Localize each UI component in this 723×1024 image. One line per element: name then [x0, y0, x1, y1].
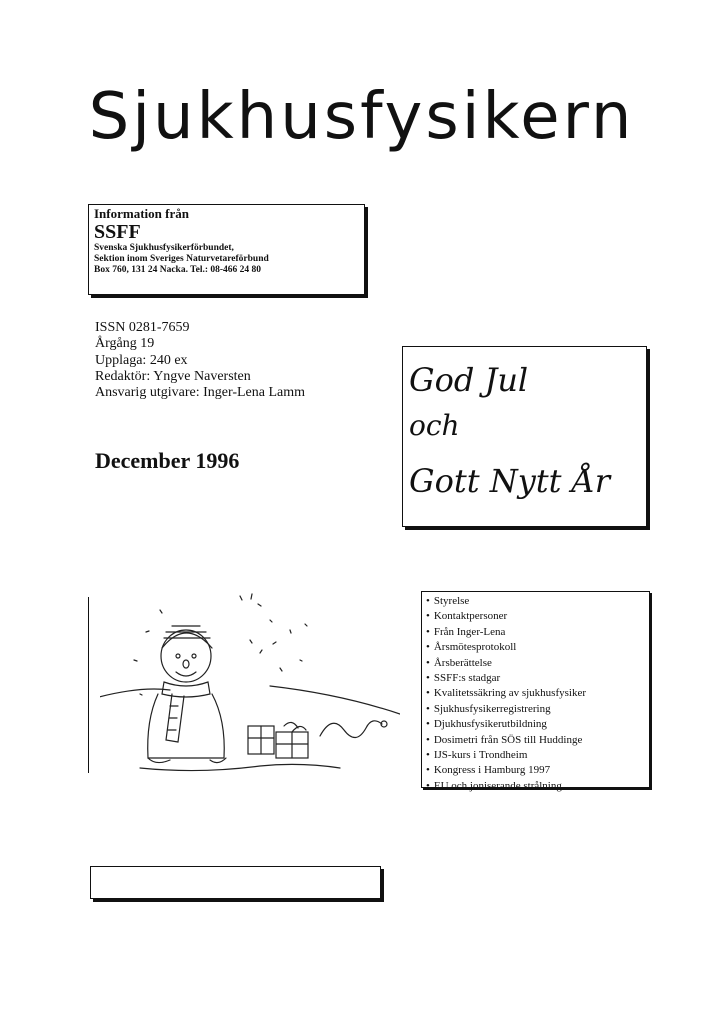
info-heading: Information från: [94, 206, 189, 221]
info-line: Sektion inom Sveriges Naturvetareförbund: [94, 253, 269, 264]
list-item: • Från Inger-Lena: [426, 625, 649, 640]
info-line: Svenska Sjukhusfysikerförbundet,: [94, 242, 234, 253]
list-item: • EU och joniserande strålning: [426, 779, 649, 794]
greeting-line: Gott Nytt År: [409, 462, 611, 500]
list-item: • IJS-kurs i Trondheim: [426, 748, 649, 763]
list-item: • Styrelse: [426, 594, 649, 609]
empty-bottom-box: [90, 866, 381, 899]
contents-list: [421, 591, 650, 792]
list-item: • Årsberättelse: [426, 656, 649, 671]
issue-date: December 1996: [95, 448, 240, 473]
editor: Redaktör: Yngve Naversten: [95, 368, 251, 384]
publication-meta: [95, 320, 305, 401]
left-rule: [88, 597, 89, 773]
issn: ISSN 0281-7659: [95, 320, 190, 335]
print-run: Upplaga: 240 ex: [95, 352, 188, 368]
masthead-title: Sjukhusfysikern: [88, 80, 635, 154]
info-box: [88, 204, 365, 295]
greeting-line: och: [409, 409, 460, 442]
list-item: • Sjukhusfysikerregistrering: [426, 702, 649, 717]
list-item: • Djukhusfysikerutbildning: [426, 717, 649, 732]
snowman-child-illustration: [100, 590, 400, 780]
greeting-box: [402, 346, 647, 527]
greeting-line: God Jul: [409, 361, 529, 399]
list-item: • SSFF:s stadgar: [426, 671, 649, 686]
list-item: • Årsmötesprotokoll: [426, 640, 649, 655]
list-item: • Kontaktpersoner: [426, 609, 649, 624]
publisher: Ansvarig utgivare: Inger-Lena Lamm: [95, 385, 306, 401]
list-item: • Kongress i Hamburg 1997: [426, 763, 649, 778]
list-item: • Kvalitetssäkring av sjukhusfysiker: [426, 686, 649, 701]
info-line: Box 760, 131 24 Nacka. Tel.: 08-466 24 80: [94, 264, 262, 275]
list-item: • Dosimetri från SÖS till Huddinge: [426, 733, 649, 748]
info-org: SSFF: [94, 220, 141, 243]
volume: Årgång 19: [95, 336, 155, 352]
